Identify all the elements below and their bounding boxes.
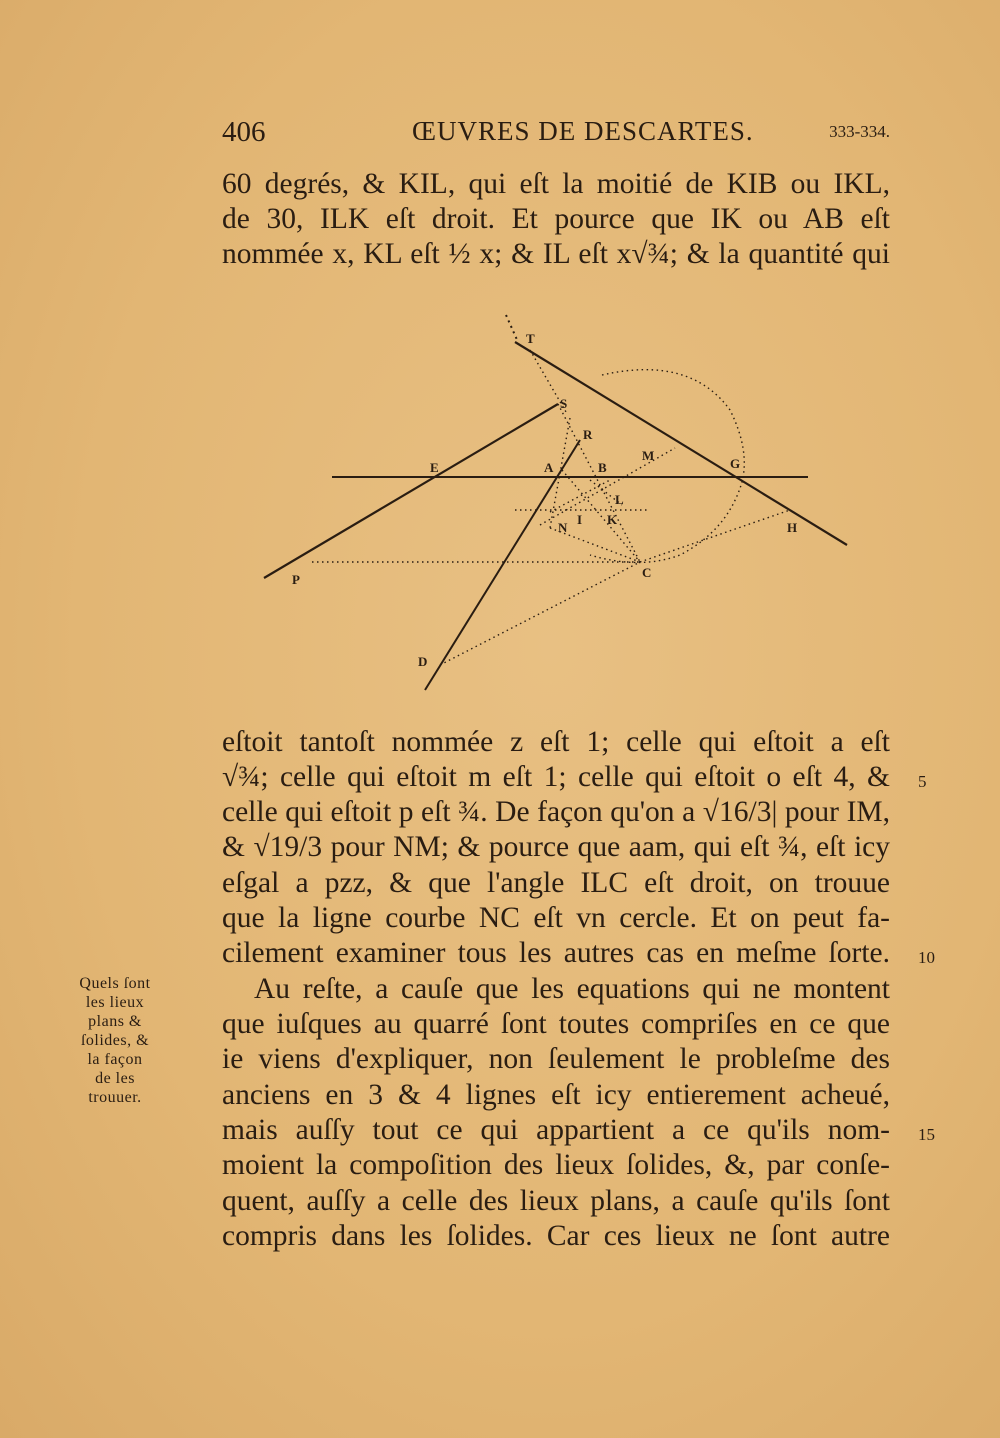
margin-note-line: plans & bbox=[88, 1013, 142, 1030]
text-line: mais auſſy tout ce qui appartient a ce qu'ils nom- bbox=[222, 1114, 890, 1146]
text-line: de 30, ILK eſt droit. Et pource que IK ou AB eſt bbox=[222, 203, 890, 235]
margin-note-line: Quels ſont bbox=[79, 975, 151, 992]
margin-note bbox=[60, 974, 170, 1107]
line-number: 15 bbox=[918, 1125, 935, 1144]
label-K: K bbox=[607, 512, 618, 527]
label-E: E bbox=[430, 460, 439, 475]
line-number: 5 bbox=[918, 772, 927, 791]
margin-note-line: de les bbox=[95, 1070, 135, 1087]
text-line: 60 degrés, & KIL, qui eſt la moitié de KIB ou IKL, bbox=[222, 168, 890, 200]
text-line: Au reſte, a cauſe que les equations qui ne montent bbox=[254, 973, 890, 1005]
line-DC bbox=[440, 562, 640, 665]
label-A: A bbox=[544, 460, 554, 475]
label-I: I bbox=[577, 512, 583, 527]
text-line: compris dans les ſolides. Car ces lieux ne ſont autre bbox=[222, 1220, 890, 1252]
label-S: S bbox=[560, 396, 568, 411]
line-PS bbox=[264, 404, 558, 578]
text-line: que iuſques au quarré ſont toutes compriſes en ce que bbox=[222, 1008, 890, 1040]
line-IL bbox=[550, 480, 610, 512]
margin-note-line: ſolides, & bbox=[80, 1032, 150, 1049]
label-T: T bbox=[526, 331, 535, 346]
label-D: D bbox=[418, 654, 428, 669]
label-L: L bbox=[615, 492, 624, 507]
text-line: celle qui eſtoit p eſt ¾. De façon qu'on a √16/3| pour IM, bbox=[222, 796, 890, 828]
text-line: moient la compoſition des lieux ſolides, &, par conſe- bbox=[222, 1149, 890, 1181]
running-title: ŒUVRES DE DESCARTES. bbox=[412, 116, 754, 146]
text-line: anciens en 3 & 4 lignes eſt icy entierement acheué, bbox=[222, 1079, 890, 1111]
text-line: & √19/3 pour NM; & pource que aam, qui eſt ¾, eſt icy bbox=[222, 831, 890, 863]
margin-note-line: les lieux bbox=[85, 994, 145, 1011]
label-G: G bbox=[730, 456, 741, 471]
label-C: C bbox=[642, 565, 652, 580]
figure-labels bbox=[292, 331, 797, 669]
label-N: N bbox=[558, 520, 568, 535]
margin-note-line: trouuer. bbox=[88, 1089, 142, 1106]
text-line: eſgal a pzz, & que l'angle ILC eſt droit, on trouue bbox=[222, 867, 890, 899]
text-line: cilement examiner tous les autres cas en meſme ſorte. bbox=[222, 937, 890, 969]
text-line: eſtoit tantoſt nommée z eſt 1; celle qui eſtoit a eſt bbox=[222, 726, 890, 758]
label-R: R bbox=[583, 427, 593, 442]
text-line: √¾; celle qui eſtoit m eſt 1; celle qui eſtoit o eſt 4, & bbox=[222, 761, 890, 793]
running-header bbox=[222, 116, 890, 150]
line-number: 10 bbox=[918, 948, 935, 967]
line-SC bbox=[558, 404, 640, 562]
page-number: 406 bbox=[222, 116, 266, 148]
label-B: B bbox=[598, 460, 607, 475]
text-line: que la ligne courbe NC eſt vn cercle. Et on peut fa- bbox=[222, 902, 890, 934]
geometric-figure bbox=[250, 300, 870, 700]
line-BC bbox=[562, 470, 640, 562]
text-line: ie viens d'expliquer, non ſeulement le probleſme des bbox=[222, 1043, 890, 1075]
line-CH bbox=[640, 510, 790, 562]
label-P: P bbox=[292, 572, 300, 587]
line-T-extension bbox=[506, 315, 518, 342]
text-line: nommée x, KL eſt ½ x; & IL eſt x√¾; & la quantité qui bbox=[222, 238, 890, 270]
margin-note-line: la façon bbox=[87, 1051, 143, 1068]
text-line: quent, auſſy a celle des lieux plans, a cauſe qu'ils ſont bbox=[222, 1185, 890, 1217]
label-H: H bbox=[787, 520, 798, 535]
label-M: M bbox=[642, 448, 655, 463]
page-reference: 333-334. bbox=[829, 122, 890, 141]
